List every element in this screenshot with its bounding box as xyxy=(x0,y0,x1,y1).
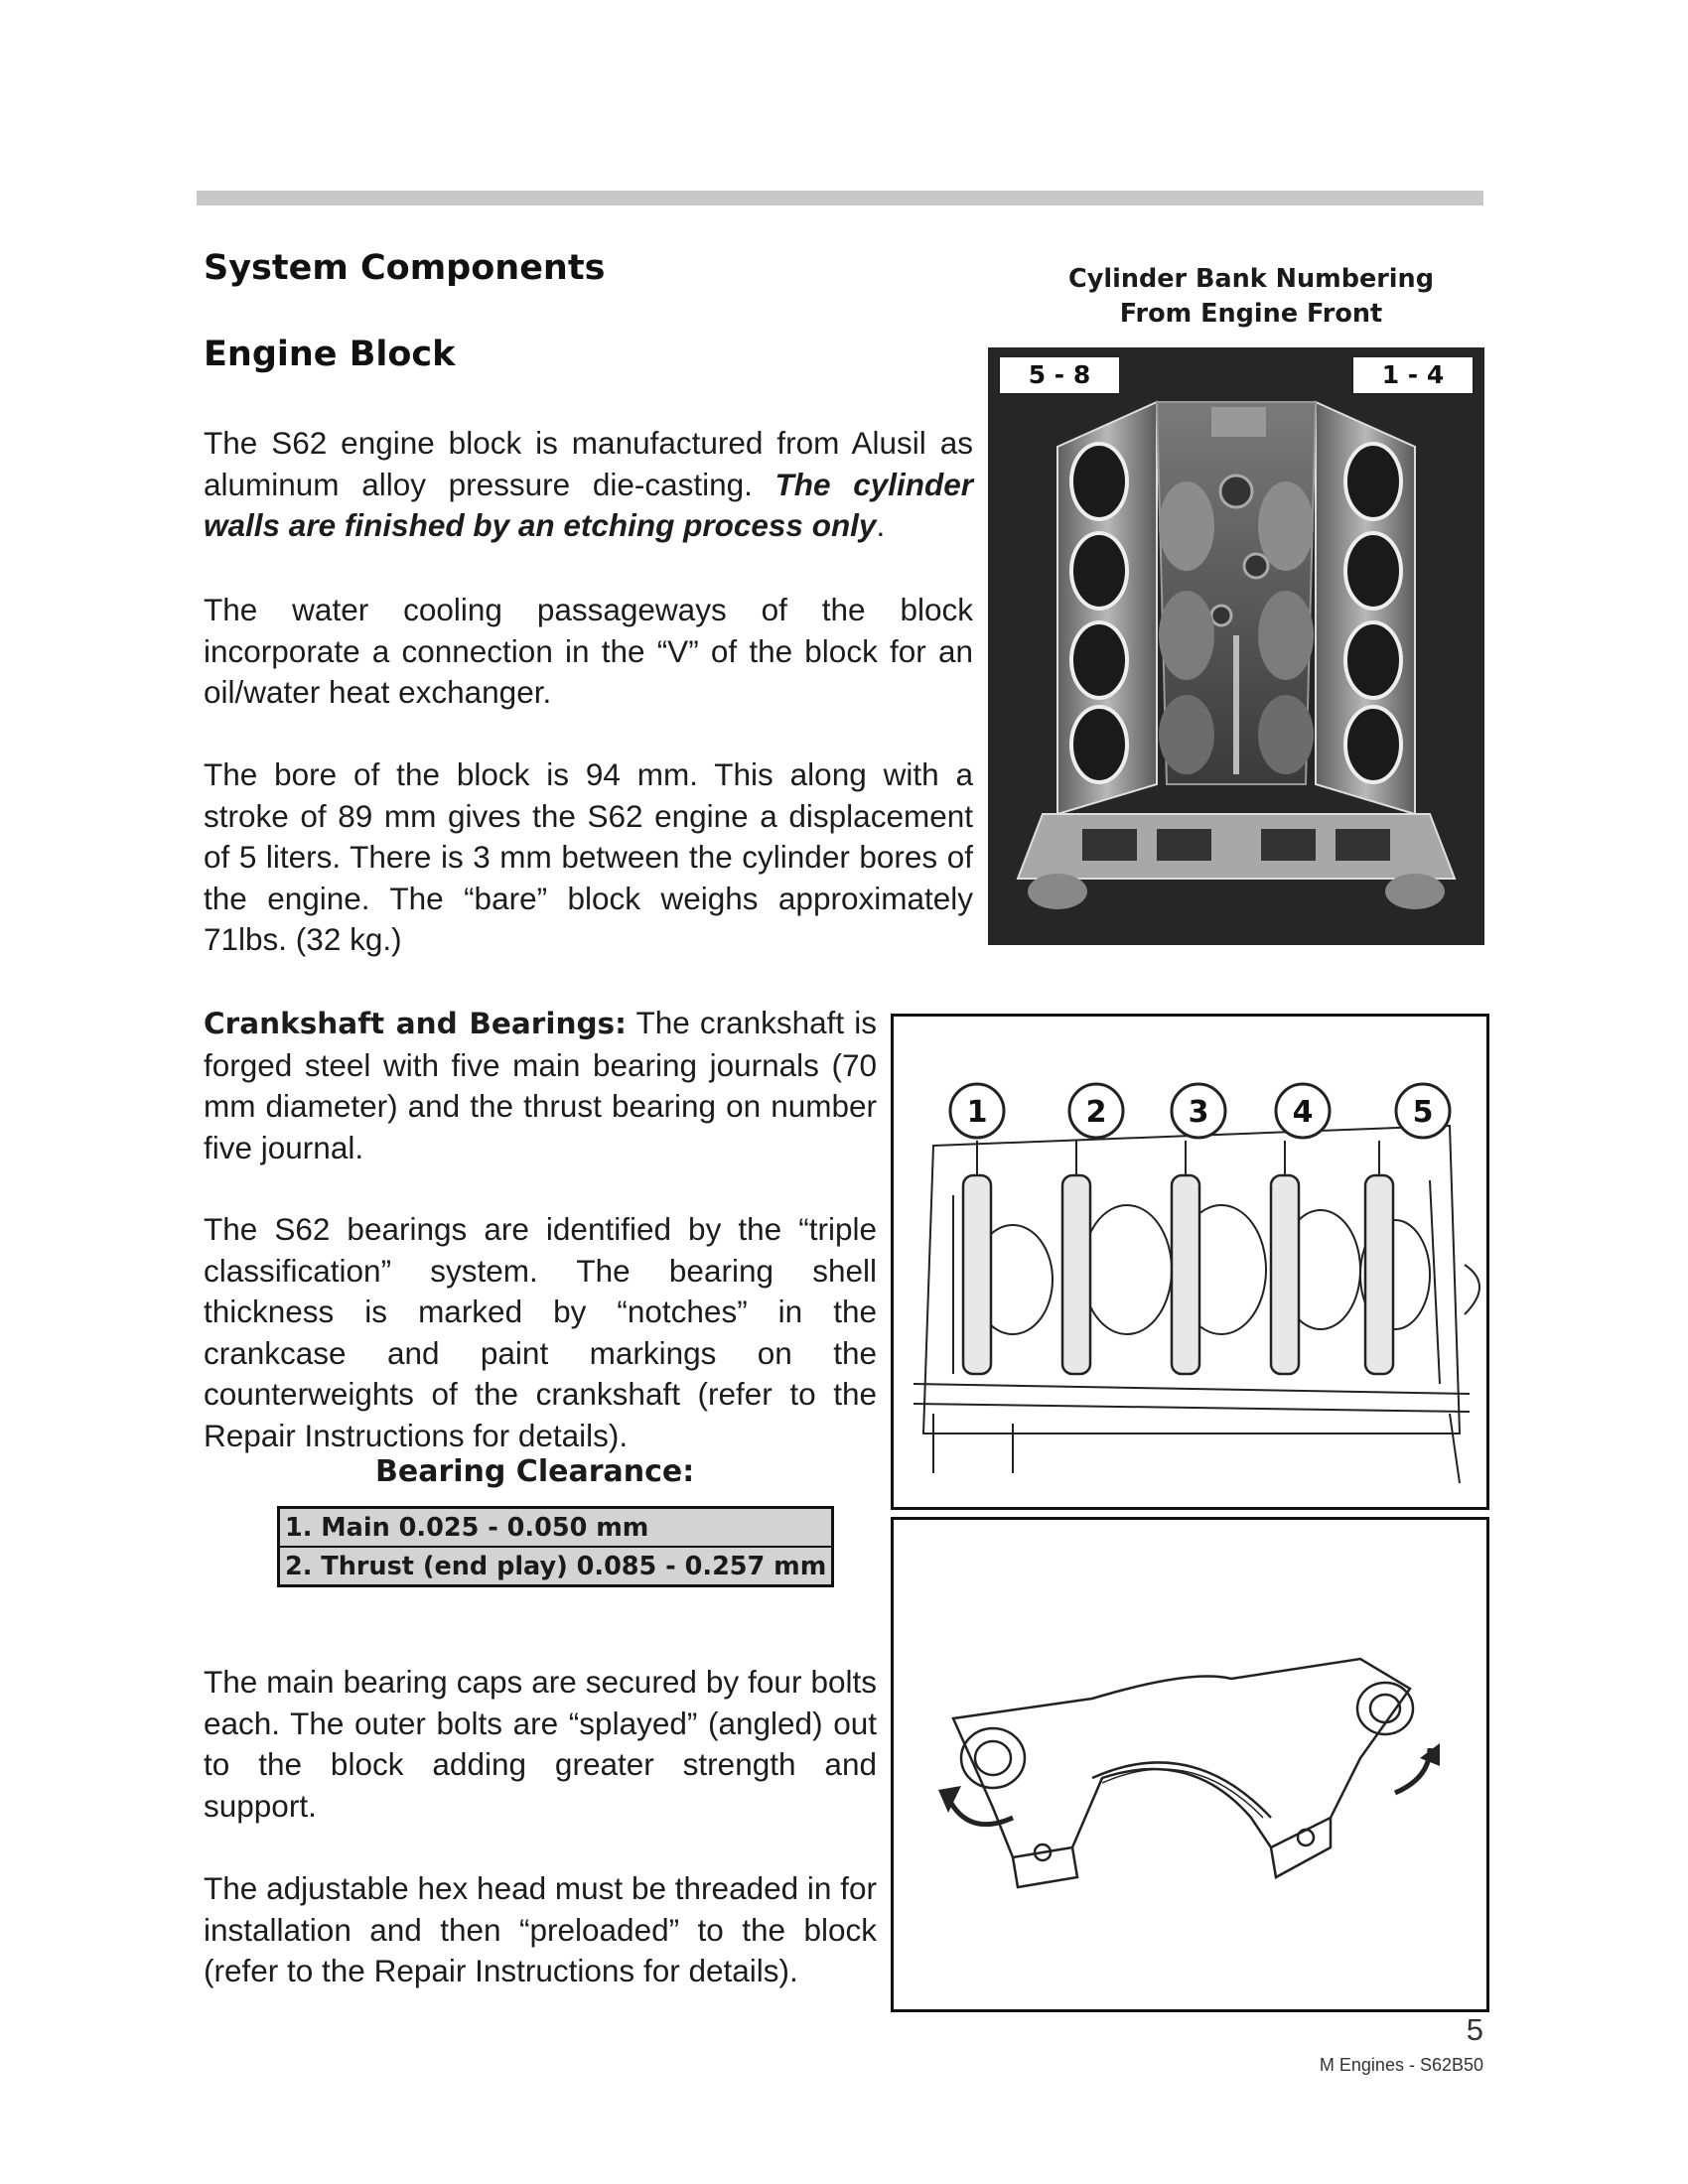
table-row xyxy=(279,1547,833,1586)
callout-number: 2 xyxy=(1085,1095,1107,1130)
bearing-clearance-title: Bearing Clearance: xyxy=(375,1454,695,1489)
bearing-cap-illustration xyxy=(894,1520,1486,2009)
caption-line: From Engine Front xyxy=(1119,299,1383,329)
text-span: . xyxy=(876,507,886,543)
bearing-cap-diagram xyxy=(891,1517,1489,2012)
table-row xyxy=(279,1508,833,1548)
callout-number: 4 xyxy=(1292,1095,1314,1130)
text-span: The S62 engine block is manufactured from Alusil as aluminum alloy pressure die-casting. xyxy=(204,425,973,502)
emphasis-text: The cylinder walls are finished by an etching process only xyxy=(204,466,973,543)
paragraph-bore: The bore of the block is 94 mm. This along with a stroke of 89 mm gives the S62 engine a displacement of 5 liters. There is 3 mm between the cylinder bores of the engine. The “bare” block weighs approximately 71lbs. (32 kg.) xyxy=(204,756,973,957)
paragraph-cooling: The water cooling passageways of the block incorporate a connection in the “V” of the block for an oil/water heat exchanger. xyxy=(204,592,973,710)
paragraph-crankshaft xyxy=(204,1003,877,1168)
table-cell: 1. Main 0.025 - 0.050 mm xyxy=(279,1508,833,1548)
paragraph-bearings: The S62 bearings are identified by the “triple classification” system. The bearing shell thickness is marked by “notches” in the crankcase and paint markings on the counterweights of the crankshaft (refer to the Repair Instructions for details). xyxy=(204,1211,877,1453)
crankshaft-illustration xyxy=(894,1017,1486,1507)
caption-line: Cylinder Bank Numbering xyxy=(1068,264,1434,294)
paragraph-block-material xyxy=(204,423,973,547)
page-footer: M Engines - S62B50 xyxy=(1319,2055,1483,2075)
top-rule xyxy=(197,191,1483,205)
paragraph-bearing-caps: The main bearing caps are secured by four bolts each. The outer bolts are “splayed” (angled) out to the block adding greater strength and support. xyxy=(204,1664,877,1824)
crankshaft-diagram xyxy=(891,1014,1489,1510)
text-span: The crankshaft is forged steel with five main bearing journals (70 mm diameter) and the thrust bearing on number five journal. xyxy=(204,1005,877,1165)
engine-block-photo xyxy=(988,347,1484,945)
table-cell: 2. Thrust (end play) 0.085 - 0.257 mm xyxy=(279,1547,833,1586)
figure-caption xyxy=(1023,262,1479,332)
page-number: 5 xyxy=(1466,2012,1483,2047)
paragraph-hex-head: The adjustable hex head must be threaded in for installation and then “preloaded” to the block (refer to the Repair Instructions for details). xyxy=(204,1870,877,1988)
section-heading: System Components xyxy=(204,248,606,288)
callout-number: 1 xyxy=(966,1095,988,1130)
subsection-heading: Engine Block xyxy=(204,335,456,374)
engine-block-illustration xyxy=(988,347,1484,945)
callout-number: 5 xyxy=(1412,1095,1434,1130)
crankshaft-lead: Crankshaft and Bearings: xyxy=(204,1007,627,1040)
bank-label-right: 1 - 4 xyxy=(1351,355,1475,395)
bank-label-left: 5 - 8 xyxy=(998,355,1121,395)
bearing-clearance-table xyxy=(277,1506,834,1587)
callout-number: 3 xyxy=(1188,1095,1209,1130)
